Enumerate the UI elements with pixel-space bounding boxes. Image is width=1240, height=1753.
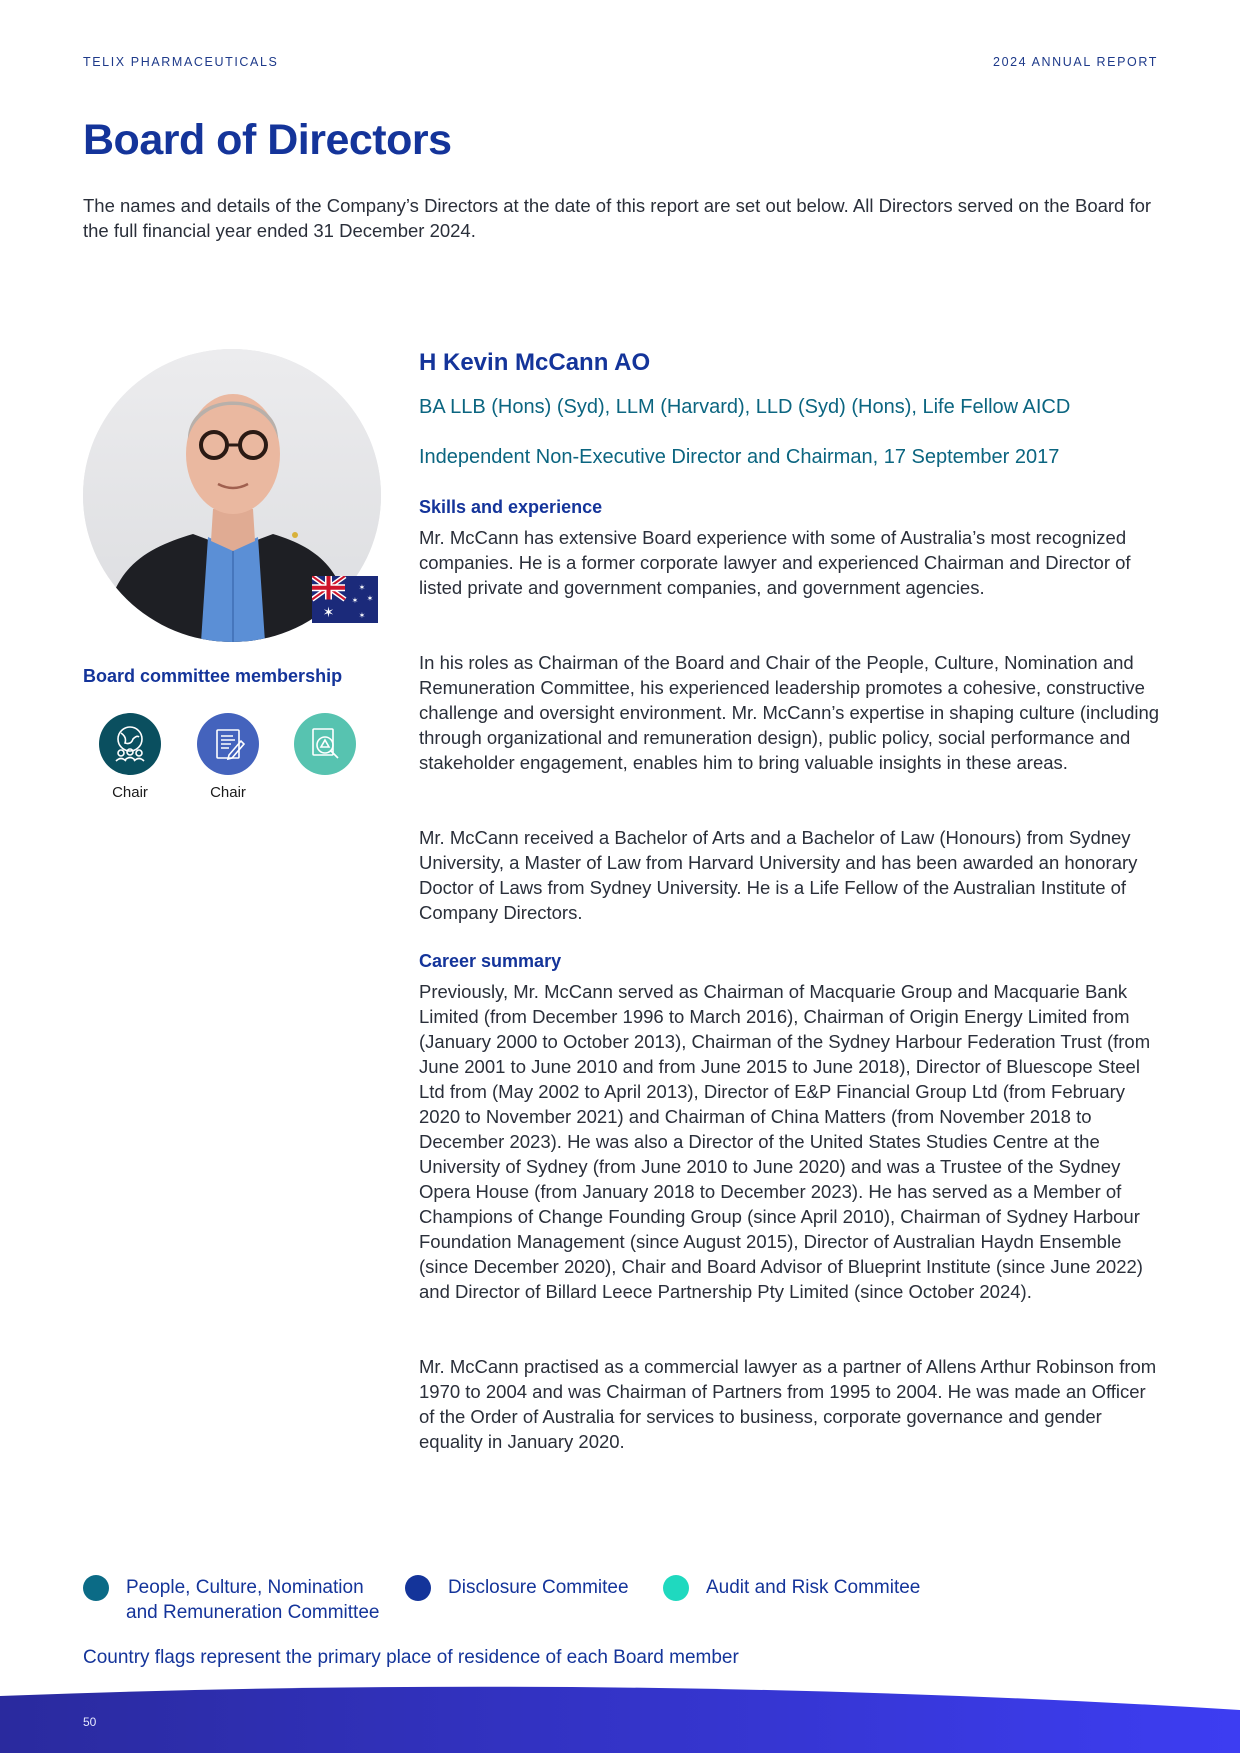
legend-label-people-culture: People, Culture, Nomination and Remuneration Committee bbox=[126, 1577, 380, 1623]
svg-text:✶: ✶ bbox=[322, 605, 335, 621]
legend-dot-disclosure bbox=[405, 1575, 431, 1601]
career-paragraph: Previously, Mr. McCann served as Chairman of Macquarie Group and Macquarie Bank Limited (from December 1996 to March 2016), Chairman of Origin Energy Limited from (January 2000 to October 2013), Chairman of the Sydney Harbour Federation Trust (from June 2001 to June 2010 and from June 2015 to June 2018), Director of Bluescope Steel Ltd from (May 2002 to April 2013), Director of E&P Financial Group Ltd (from February 2020 to November 2021) and Chairman of China Matters (from November 2018 to December 2023). He was also a Director of the United States Studies Centre at the University of Sydney (from June 2010 to June 2020) and was a Trustee of the Sydney Opera House (from January 2018 to December 2023). He has served as a Member of Champions of Change Founding Group (since April 2010), Chairman of Sydney Harbour Foundation Management (since August 2015), Director of Australian Haydn Ensemble (since December 2020), Chair and Board Advisor of Blueprint Institute (since June 2022) and Director of Billard Leece Partnership Pty Limited (since October 2024). bbox=[419, 981, 1151, 1302]
svg-text:✶: ✶ bbox=[358, 583, 366, 592]
director-role: Independent Non-Executive Director and Chairman, 17 September 2017 bbox=[419, 446, 1060, 468]
svg-text:✶: ✶ bbox=[358, 611, 366, 620]
committee-membership-heading: Board committee membership bbox=[83, 666, 343, 686]
svg-text:✶: ✶ bbox=[366, 594, 374, 603]
legend-label-disclosure: Disclosure Commitee bbox=[448, 1577, 629, 1598]
career-paragraph: Mr. McCann practised as a commercial lawyer as a partner of Allens Arthur Robinson from 1970 to 2004 and was Chairman of Partners from 1995 to 2004. He was made an Officer of the Order of Australia for services to business, corporate governance and gender equality in January 2020. bbox=[419, 1356, 1157, 1452]
legend-dot-audit-risk bbox=[663, 1575, 689, 1601]
career-heading: Career summary bbox=[419, 951, 562, 971]
svg-text:✶: ✶ bbox=[351, 596, 359, 605]
audit-search-icon bbox=[294, 713, 356, 775]
header-report-title: 2024 ANNUAL REPORT bbox=[993, 55, 1158, 69]
committee-role-label: Chair bbox=[112, 784, 148, 801]
header-company: TELIX PHARMACEUTICALS bbox=[83, 55, 279, 69]
committee-role-label: Chair bbox=[210, 784, 246, 801]
legend-label-audit-risk: Audit and Risk Commitee bbox=[706, 1577, 921, 1598]
page-title: Board of Directors bbox=[83, 116, 452, 164]
australia-flag-icon bbox=[312, 576, 378, 623]
footer-band bbox=[0, 1680, 1240, 1753]
skills-paragraph: In his roles as Chairman of the Board and Chair of the People, Culture, Nomination and Remuneration Committee, his experienced leadership promotes a cohesive, constructive challenge and oversight environment. Mr. McCann’s expertise in shaping culture (including through organizational and remuneration design), public policy, social performance and stakeholder engagement, enables him to bring valuable insights in these areas. bbox=[419, 652, 1160, 773]
intro-text: The names and details of the Company’s Directors at the date of this report are set out below. All Directors served on the Board for the full financial year ended 31 December 2024. bbox=[83, 195, 1152, 241]
director-name: H Kevin McCann AO bbox=[419, 349, 651, 376]
document-pen-icon bbox=[197, 713, 259, 775]
skills-paragraph: Mr. McCann received a Bachelor of Arts and a Bachelor of Law (Honours) from Sydney University, a Master of Law from Harvard University and has been awarded an honorary Doctor of Laws from Sydney University. He is a Life Fellow of the Australian Institute of Company Directors. bbox=[419, 827, 1138, 923]
skills-paragraph: Mr. McCann has extensive Board experience with some of Australia’s most recognized companies. He is a former corporate lawyer and experienced Chairman and Director of listed private and government companies, and government agencies. bbox=[419, 527, 1131, 598]
director-qualifications: BA LLB (Hons) (Syd), LLM (Harvard), LLD (Syd) (Hons), Life Fellow AICD bbox=[419, 396, 1071, 418]
skills-heading: Skills and experience bbox=[419, 497, 603, 517]
flags-footnote: Country flags represent the primary place of residence of each Board member bbox=[83, 1647, 739, 1668]
people-globe-icon bbox=[99, 713, 161, 775]
legend-dot-people-culture bbox=[83, 1575, 109, 1601]
page-number: 50 bbox=[83, 1715, 97, 1729]
